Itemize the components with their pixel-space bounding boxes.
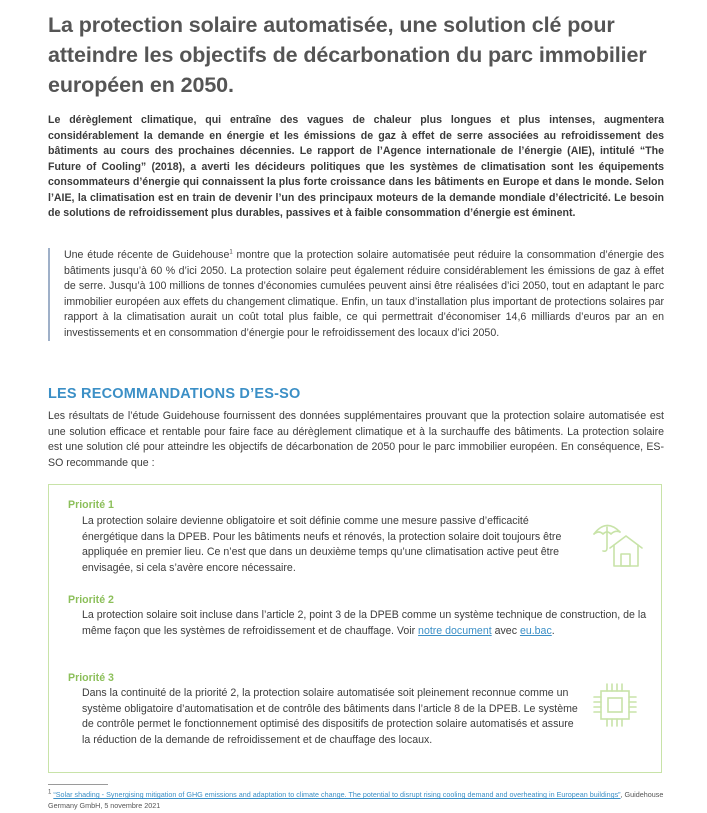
priority-2-title: Priorité 2 [68, 594, 114, 606]
priority-2-text-mid: avec [491, 624, 520, 637]
priority-3-text: Dans la continuité de la priorité 2, la protection solaire automatisée soit pleinement reconnue comme un système obligatoire d’automatisation et de contrôle des bâtiments dans l’article 8 de la DPEB. Le système de contrôle permet le fonctionnement optimisé des dispositifs de protection solaire automatisés et assure la réduction de la demande de refroidissement et de chauffage des locaux. [82, 687, 578, 746]
footnote-source: , Guidehouse Germany GmbH, 5 novembre 2021 [48, 790, 664, 810]
footnote-link[interactable]: “Solar shading - Synergising mitigation of GHG emissions and adaptation to climate change. The potential to disrupt rising cooling demand and overheating in European buildings” [53, 790, 621, 799]
priority-2-text-start: La protection solaire soit incluse dans l’article 2, point 3 de la DPEB comme un système technique de construction, de la même façon que les systèmes de refroidissement et de chauffage. Voir [82, 609, 647, 637]
document-link[interactable]: notre document [418, 624, 492, 637]
page-title: La protection solaire automatisée, une solution clé pour atteindre les objectifs de décarbonation du parc immobilier européen en 2050. [48, 13, 647, 97]
footnote [48, 790, 664, 811]
priority-2-text-end: . [551, 624, 555, 637]
lead-paragraph: Le dérèglement climatique, qui entraîne des vagues de chaleur plus longues et plus intenses, augmentera considérablement la demande en énergie et les émissions de gaz à effet de serre associées au refroidissement des bâtiments au cours des prochaines décennies. Le rapport de l’Agence internationale de l’énergie (AIE), intitulé “The Future of Cooling” (2018), a averti les décideurs politiques que les systèmes de climatisation sont les équipements consommateurs d’énergie qui connaissent la plus forte croissance dans les bâtiments en Europe et dans le monde. Selon l’AIE, la climatisation est en train de devenir l’un des principaux moteurs de la demande mondiale d’électricité. Le besoin de solutions de refroidissement plus durables, passives et à faible consommation d’énergie est éminent. [48, 114, 664, 219]
quote-text-rest: montre que la protection solaire automatisée peut réduire la consommation d’énergie des bâtiments jusqu’à 60 % d’ici 2050. La protection solaire peut également réduire considérablement les émissions de gaz à effet de serre. Jusqu’à 100 millions de tonnes d’économies cumulées peuvent ainsi être réalisées d’ici 2050, tout en adaptant le parc immobilier européen aux effets du changement climatique. Enfin, un taux d’installation plus important de protections solaires par rapport à la climatisation aurait un coût total plus faible, ce qui permettrait d’économiser 14,6 milliards d’euros par an en investissements et en consommation d’énergie pour le refroidissement des locaux d’ici 2050. [64, 249, 664, 339]
eu-bac-link[interactable]: eu.bac [519, 624, 552, 637]
footnote-number: 1 [48, 789, 52, 796]
section-title: LES RECOMMANDATIONS D’ES-SO [48, 386, 301, 402]
quote-paragraph [64, 248, 664, 341]
priority-2-text [82, 608, 652, 639]
footnote-divider [48, 784, 108, 785]
intro-paragraph: Les résultats de l’étude Guidehouse fournissent des données supplémentaires prouvant que la protection solaire automatisée est une solution efficace et rentable pour faire face au dérèglement climatique et à la surchauffe des bâtiments. La protection solaire est une solution clé pour atteindre les objectifs de décarbonation de 2050 pour le parc immobilier européen. En conséquence, ES-SO recommande que : [48, 410, 664, 469]
house-umbrella-icon [590, 518, 646, 570]
chip-icon [592, 682, 638, 728]
quote-text-start: Une étude récente de Guidehouse [64, 249, 230, 261]
quote-block [48, 248, 664, 341]
footnote-ref: 1 [229, 249, 233, 256]
priority-1-title: Priorité 1 [68, 499, 114, 511]
priority-3-title: Priorité 3 [68, 672, 114, 684]
priority-1-text: La protection solaire devienne obligatoire et soit définie comme une mesure passive d’efficacité énergétique dans la DPEB. Pour les bâtiments neufs et rénovés, la protection solaire doit toujours être appliquée en premier lieu. Ce n’est que dans un deuxième temps qu’une climatisation active peut être envisagée, si cela s’avère encore nécessaire. [82, 515, 562, 574]
